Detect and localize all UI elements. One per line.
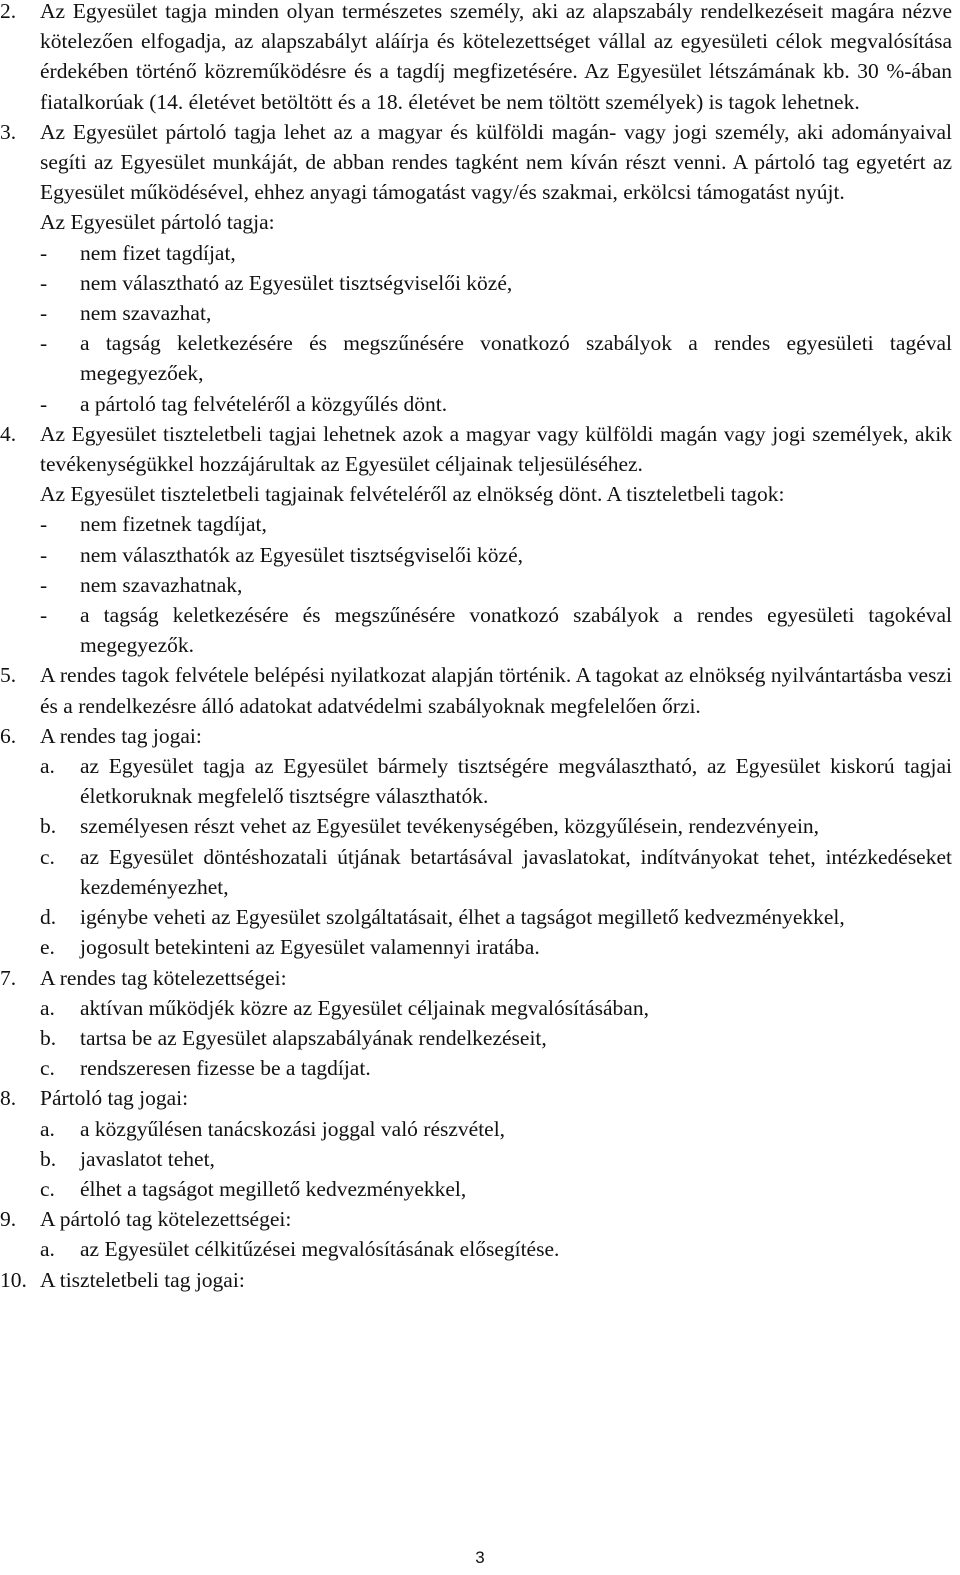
item-text: a tagság keletkezésére és megszűnésére vonatkozó szabályok a rendes egyesületi tagokéval megegyezők. [80, 603, 952, 658]
list-marker: 3. [0, 119, 17, 144]
item-text: élhet a tagságot megillető kedvezményekkel, [80, 1176, 467, 1201]
list-marker: 8. [0, 1086, 17, 1111]
item-text: az Egyesület célkitűzései megvalósításának elősegítése. [80, 1237, 560, 1262]
dash-item [0, 298, 960, 328]
list-marker: a. [40, 995, 55, 1020]
dash-item [0, 540, 960, 570]
item-text: az Egyesület tagja az Egyesület bármely tisztségére megválasztható, az Egyesület kiskorú tagjai életkoruknak megfelelő tisztségre választhatók. [80, 754, 952, 809]
item-text: igénybe veheti az Egyesület szolgáltatásait, élhet a tagságot megillető kedvezményekkel, [80, 905, 845, 930]
list-marker: 2. [0, 0, 17, 23]
numbered-item [0, 721, 960, 751]
paragraph: Az Egyesület tiszteletbeli tagjainak felvételéről az elnökség dönt. A tiszteletbeli tagok: [40, 482, 785, 507]
item-text: jogosult betekinteni az Egyesület valamennyi iratába. [80, 935, 540, 960]
item-text: javaslatot tehet, [80, 1146, 215, 1171]
list-marker: b. [40, 1146, 57, 1171]
numbered-item [0, 963, 960, 993]
dash-item [0, 328, 960, 388]
list-marker: 4. [0, 421, 17, 446]
item-text: nem fizet tagdíjat, [80, 240, 236, 265]
list-marker: a. [40, 1237, 55, 1262]
item-text: a tagság keletkezésére és megszűnésére vonatkozó szabályok a rendes egyesületi tagéval megegyezőek, [80, 331, 952, 386]
lettered-subitem [0, 1234, 960, 1264]
numbered-item [0, 117, 960, 208]
list-marker: a. [40, 1116, 55, 1141]
numbered-item [0, 419, 960, 479]
list-marker: - [40, 331, 48, 356]
item-text: A rendes tag jogai: [40, 723, 202, 748]
item-text: A rendes tagok felvétele belépési nyilatkozat alapján történik. A tagokat az elnökség nyilvántartásba veszi és a rendelkezésre álló adatokat adatvédelmi szabályoknak megfelelően őrzi. [40, 663, 952, 718]
lettered-subitem [0, 1174, 960, 1204]
list-marker: a. [40, 754, 55, 779]
numbered-item [0, 1083, 960, 1113]
list-marker: 5. [0, 663, 17, 688]
lettered-subitem [0, 1023, 960, 1053]
lettered-subitem [0, 1053, 960, 1083]
list-marker: 6. [0, 723, 17, 748]
lettered-subitem [0, 842, 960, 902]
list-marker: - [40, 542, 48, 567]
list-marker: c. [40, 1056, 55, 1081]
item-text: A tiszteletbeli tag jogai: [40, 1267, 245, 1292]
list-marker: 7. [0, 965, 17, 990]
list-marker: - [40, 240, 48, 265]
numbered-item [0, 1265, 960, 1295]
list-marker: - [40, 572, 48, 597]
list-marker: d. [40, 905, 57, 930]
numbered-item [0, 660, 960, 720]
numbered-item [0, 1204, 960, 1234]
numbered-item [0, 0, 960, 117]
item-text: rendszeresen fizesse be a tagdíjat. [80, 1056, 371, 1081]
item-text: nem szavazhat, [80, 301, 212, 326]
list-marker: 9. [0, 1207, 17, 1232]
list-marker: c. [40, 1176, 55, 1201]
dash-item [0, 570, 960, 600]
item-text: nem szavazhatnak, [80, 572, 243, 597]
item-text: tartsa be az Egyesület alapszabályának rendelkezéseit, [80, 1025, 547, 1050]
lettered-subitem [0, 993, 960, 1023]
lettered-subitem [0, 932, 960, 962]
list-marker: - [40, 391, 48, 416]
item-text: Pártoló tag jogai: [40, 1086, 189, 1111]
list-marker: - [40, 270, 48, 295]
list-marker: - [40, 301, 48, 326]
dash-item [0, 600, 960, 660]
list-marker: - [40, 512, 48, 537]
list-marker: - [40, 603, 48, 628]
list-marker: c. [40, 844, 55, 869]
item-text: a közgyűlésen tanácskozási joggal való részvétel, [80, 1116, 506, 1141]
page-number: 3 [475, 1548, 485, 1567]
item-text: nem választhatók az Egyesület tisztségviselői közé, [80, 542, 523, 567]
dash-item [0, 389, 960, 419]
item-text: A rendes tag kötelezettségei: [40, 965, 287, 990]
item-text: nem választható az Egyesület tisztségviselői közé, [80, 270, 513, 295]
item-text: Az Egyesület pártoló tagja lehet az a magyar és külföldi magán- vagy jogi személy, aki adományaival segíti az Egyesület munkáját, de abban rendes tagként nem kíván részt venni. A pártoló tag egyetért az Egyesület működésével, ehhez anyagi támogatást vagy/és szakmai, erkölcsi támogatást nyújt. [40, 119, 952, 205]
lettered-subitem [0, 1144, 960, 1174]
paragraph: Az Egyesület pártoló tagja: [40, 210, 275, 235]
list-marker: b. [40, 1025, 57, 1050]
item-text: a pártoló tag felvételéről a közgyűlés dönt. [80, 391, 448, 416]
list-marker: b. [40, 814, 57, 839]
item-text: Az Egyesület tagja minden olyan természetes személy, aki az alapszabály rendelkezéseit magára nézve kötelezően elfogadja, az alapszabályt aláírja és kötelezettséget vállal az egyesületi célok megvalósítása érdekében történő közreműködésre és a tagdíj megfizetésére. Az Egyesület létszámának kb. 30 %-ában fiatalkorúak (14. életévet betöltött és a 18. életévet be nem töltött személyek) is tagok lehetnek. [40, 0, 952, 114]
lettered-subitem [0, 902, 960, 932]
list-marker: 10. [0, 1267, 27, 1292]
dash-item [0, 268, 960, 298]
lettered-subitem [0, 1114, 960, 1144]
item-text: személyesen részt vehet az Egyesület tevékenységében, közgyűlésein, rendezvényein, [80, 814, 820, 839]
item-text: Az Egyesület tiszteletbeli tagjai lehetnek azok a magyar vagy külföldi magán vagy jogi személyek, akik tevékenységükkel hozzájárultak az Egyesület céljainak teljesüléséhez. [40, 421, 952, 477]
lettered-subitem [0, 811, 960, 841]
item-text: aktívan működjék közre az Egyesület céljainak megvalósításában, [80, 995, 649, 1020]
item-text: nem fizetnek tagdíjat, [80, 512, 267, 537]
item-text: az Egyesület döntéshozatali útjának betartásával javaslatokat, indítványokat tehet, intézkedéseket kezdeményezhet, [80, 844, 952, 899]
list-marker: e. [40, 935, 55, 960]
dash-item [0, 238, 960, 268]
dash-item [0, 509, 960, 539]
item-text: A pártoló tag kötelezettségei: [40, 1207, 292, 1232]
lettered-subitem [0, 751, 960, 811]
